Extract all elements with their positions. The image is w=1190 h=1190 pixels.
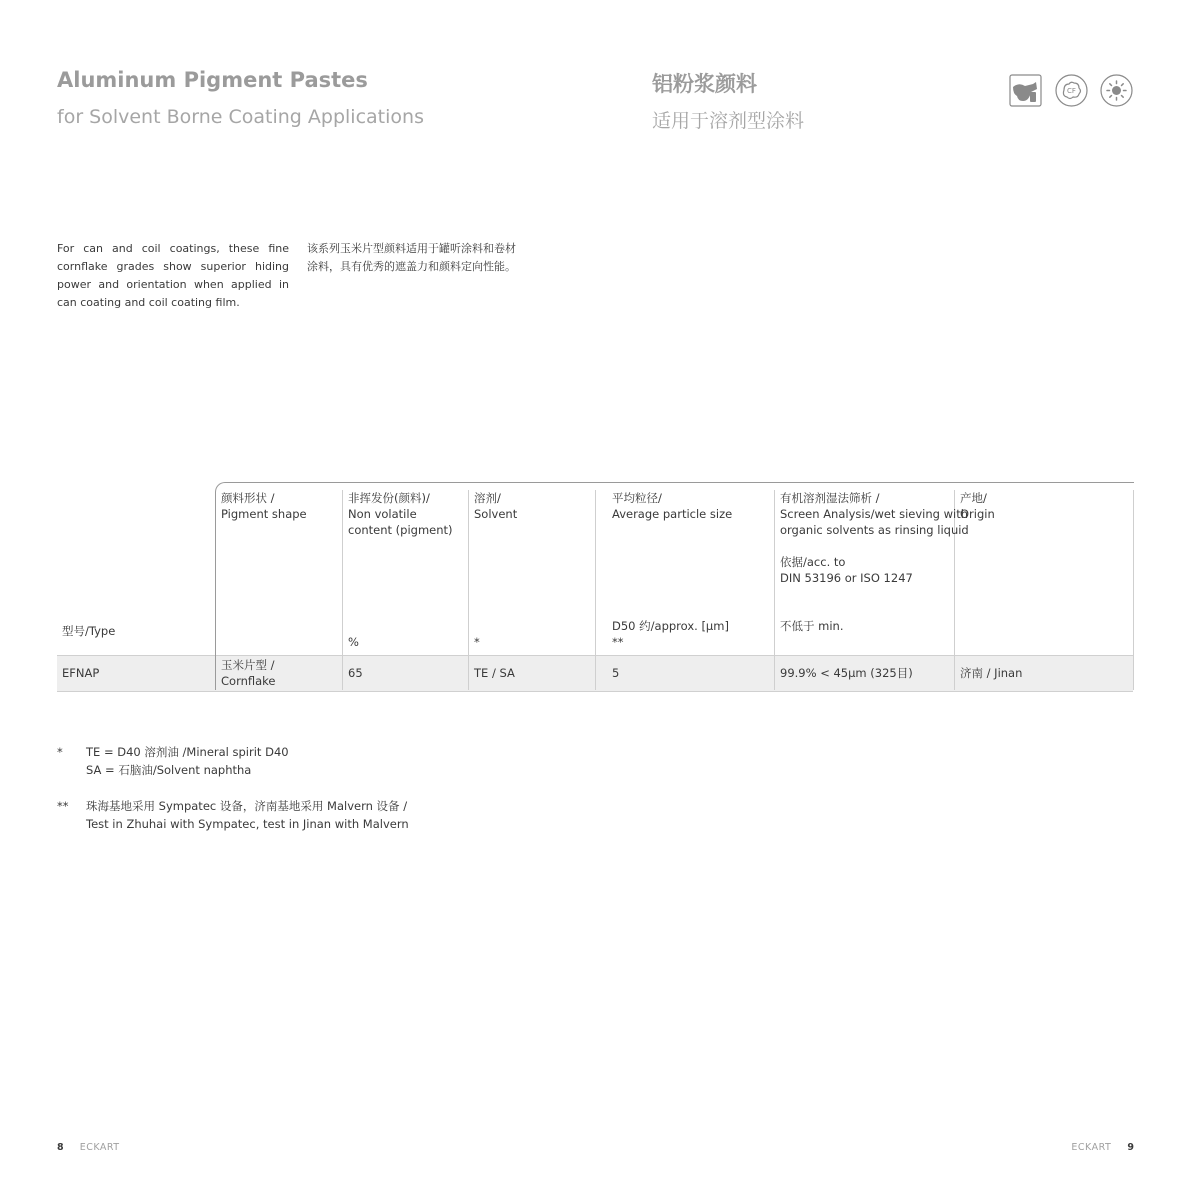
header-screen-unit: 不低于 min. xyxy=(780,619,844,633)
cell-shape-en: Cornflake xyxy=(221,674,276,688)
column-divider xyxy=(468,490,469,690)
header-nonvolatile-en2: content (pigment) xyxy=(348,523,453,537)
page-title-cn: 铝粉浆颜料 xyxy=(652,72,757,96)
header-type: 型号/Type xyxy=(62,624,116,638)
footnote-2-line: 珠海基地采用 Sympatec 设备，济南基地采用 Malvern 设备 / xyxy=(86,799,408,813)
cell-origin: 济南 / Jinan xyxy=(960,666,1023,680)
header-particle-unit1: D50 约/approx. [μm] xyxy=(612,619,729,633)
brand-name-right: ECKART xyxy=(1071,1142,1112,1153)
footnote-2-line: Test in Zhuhai with Sympatec, test in Jinan with Malvern xyxy=(86,817,409,831)
cell-solvent: TE / SA xyxy=(474,666,515,680)
header-solvent-unit: * xyxy=(474,635,480,649)
header-shape-cn: 颜料形状 / xyxy=(221,491,275,505)
page-subtitle-cn: 适用于溶剂型涂料 xyxy=(652,110,805,132)
intro-cn-line: 涂料，具有优秀的遮盖力和颜料定向性能。 xyxy=(307,260,516,273)
header-solvent xyxy=(474,490,517,522)
intro-cn-line: 该系列玉米片型颜料适用于罐听涂料和卷材 xyxy=(307,242,516,255)
page-title-en: Aluminum Pigment Pastes xyxy=(57,68,368,92)
column-divider xyxy=(215,654,216,690)
footer-right xyxy=(1071,1142,1134,1153)
header-particle-unit2: ** xyxy=(612,635,624,649)
footnote-marker: ** xyxy=(57,799,69,813)
header-nonvolatile-en1: Non volatile xyxy=(348,507,417,521)
brand-name-left: ECKART xyxy=(79,1142,120,1153)
column-divider xyxy=(774,490,775,690)
header-nonvolatile xyxy=(348,490,453,538)
can-coating-icon xyxy=(1009,74,1042,107)
header-screen-en2: organic solvents as rinsing liquid xyxy=(780,523,969,537)
intro-text-en: For can and coil coatings, these fine cornflake grades show superior hiding power and orientation when applied in can coating and coil coating film. xyxy=(57,242,289,309)
header-origin-cn: 产地/ xyxy=(960,491,987,505)
cf-coil-coating-icon xyxy=(1055,74,1088,107)
cell-particle: 5 xyxy=(612,666,620,680)
header-solvent-en: Solvent xyxy=(474,507,518,521)
column-divider xyxy=(1133,490,1134,690)
header-screen-cn: 有机溶剂湿法筛析 / xyxy=(780,491,880,505)
header-particle xyxy=(612,490,732,522)
column-divider xyxy=(595,490,596,690)
cf-icon-text: CF xyxy=(1067,87,1076,95)
cell-type: EFNAP xyxy=(62,666,100,680)
intro-text-cn xyxy=(307,240,547,276)
cell-nonvolatile: 65 xyxy=(348,666,363,680)
page-number-right: 9 xyxy=(1127,1142,1134,1153)
header-nonvolatile-cn: 非挥发份(颜料)/ xyxy=(348,491,430,505)
header-screen-acc: 依据/acc. to xyxy=(780,555,846,569)
header-particle-en: Average particle size xyxy=(612,507,733,521)
header-screen-standard: DIN 53196 or ISO 1247 xyxy=(780,571,913,585)
sun-outdoor-icon xyxy=(1100,74,1133,107)
page-number-left: 8 xyxy=(57,1142,64,1153)
cell-shape-cn: 玉米片型 / xyxy=(221,658,275,672)
cell-screen: 99.9% < 45μm (325目) xyxy=(780,666,913,680)
header-shape-en: Pigment shape xyxy=(221,507,307,521)
footnote-2 xyxy=(86,797,409,833)
header-screen xyxy=(780,490,969,586)
header-screen-en1: Screen Analysis/wet sieving with xyxy=(780,507,968,521)
footnote-1-line: TE = D40 溶剂油 /Mineral spirit D40 xyxy=(86,745,289,759)
header-particle-unit xyxy=(612,618,729,650)
header-origin-en: Origin xyxy=(960,507,995,521)
column-divider xyxy=(342,490,343,690)
header-origin xyxy=(960,490,995,522)
footer-left xyxy=(57,1142,120,1153)
footnote-1 xyxy=(86,743,289,779)
header-particle-cn: 平均粒径/ xyxy=(612,491,662,505)
footnote-marker: * xyxy=(57,745,63,759)
header-solvent-cn: 溶剂/ xyxy=(474,491,501,505)
cell-shape xyxy=(221,657,276,689)
header-shape xyxy=(221,490,307,522)
footnote-1-line: SA = 石脑油/Solvent naphtha xyxy=(86,763,252,777)
page-subtitle-en: for Solvent Borne Coating Applications xyxy=(57,106,424,128)
header-nonvolatile-unit: % xyxy=(348,635,359,649)
